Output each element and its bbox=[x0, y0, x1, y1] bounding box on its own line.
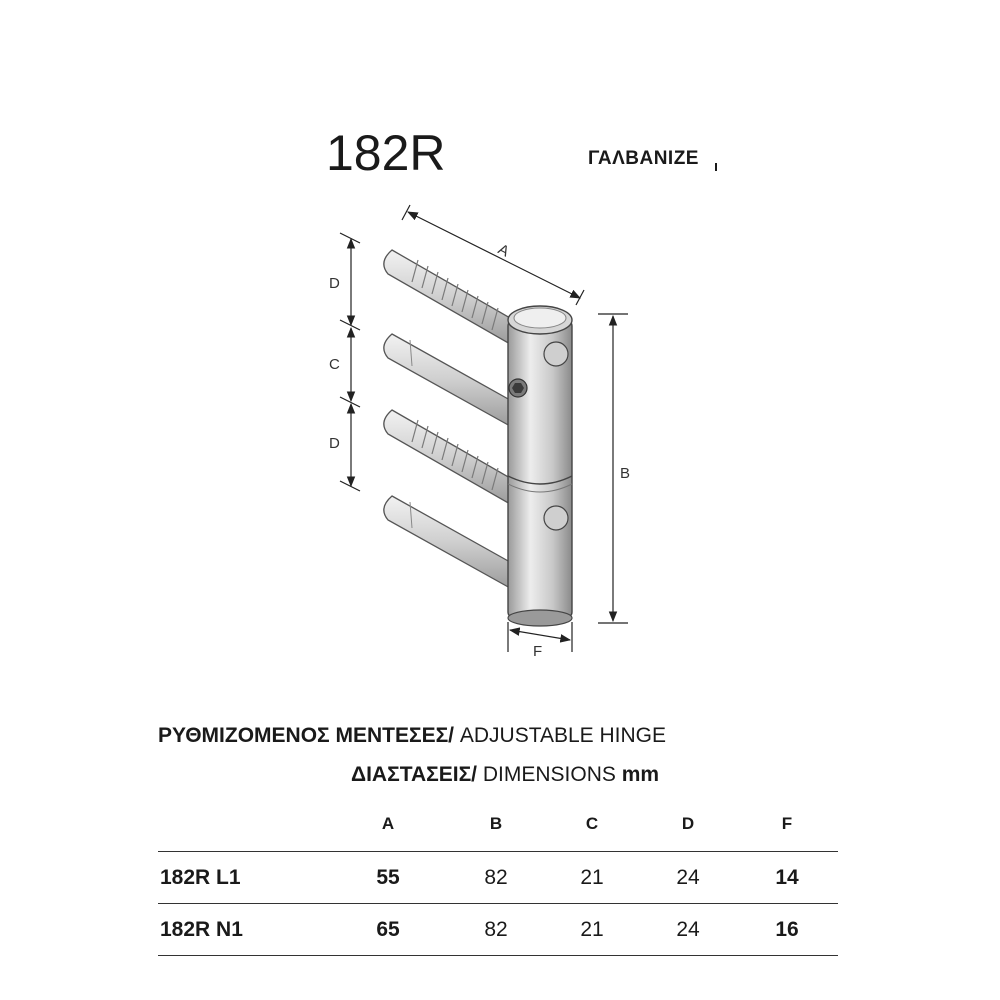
row-model: 182R N1 bbox=[158, 904, 328, 956]
cell-d: 24 bbox=[640, 904, 736, 956]
table-header-row bbox=[158, 796, 838, 852]
cell-b: 82 bbox=[448, 904, 544, 956]
column-header: B bbox=[448, 796, 544, 852]
column-header: A bbox=[328, 796, 448, 852]
dimension-f bbox=[508, 622, 572, 660]
dimension-d-bottom-label: D bbox=[329, 435, 340, 452]
row-model: 182R L1 bbox=[158, 852, 328, 904]
column-header: C bbox=[544, 796, 640, 852]
product-title-english: ADJUSTABLE HINGE bbox=[454, 724, 667, 747]
cell-f: 14 bbox=[736, 852, 838, 904]
column-header bbox=[158, 796, 328, 852]
cell-b: 82 bbox=[448, 852, 544, 904]
dimension-c bbox=[329, 328, 360, 407]
dimension-b bbox=[598, 314, 630, 623]
table-row bbox=[158, 852, 838, 904]
cell-a: 65 bbox=[328, 904, 448, 956]
table-row bbox=[158, 904, 838, 956]
cell-f: 16 bbox=[736, 904, 838, 956]
pin-smooth-upper bbox=[384, 334, 510, 426]
dimension-d-top-label: D bbox=[329, 275, 340, 292]
hinge-barrel bbox=[508, 306, 572, 626]
pin-smooth-lower bbox=[384, 496, 510, 588]
cell-d: 24 bbox=[640, 852, 736, 904]
dimensions-title bbox=[351, 764, 659, 785]
product-title bbox=[158, 725, 666, 746]
cell-c: 21 bbox=[544, 904, 640, 956]
column-header: D bbox=[640, 796, 736, 852]
dimension-b-label: B bbox=[620, 465, 631, 482]
dimension-f-label: F bbox=[533, 643, 543, 660]
dimensions-title-english: DIMENSIONS bbox=[477, 763, 622, 786]
pin-threaded-top bbox=[384, 250, 510, 344]
pin-threaded-bottom bbox=[384, 410, 510, 504]
dimension-c-label: C bbox=[329, 356, 340, 373]
finish-label: ΓΑΛΒΑΝΙΖΕ bbox=[588, 148, 699, 169]
dimensions-table bbox=[158, 796, 838, 956]
cell-a: 55 bbox=[328, 852, 448, 904]
cell-c: 21 bbox=[544, 852, 640, 904]
column-header: F bbox=[736, 796, 838, 852]
dimensions-title-greek: ΔΙΑΣΤΑΣΕΙΣ/ bbox=[351, 763, 478, 786]
dimension-a-label: A bbox=[495, 240, 512, 261]
model-code: 182R bbox=[326, 125, 446, 181]
dimensions-unit: mm bbox=[621, 763, 660, 786]
product-title-greek: ΡΥΘΜΙΖΟΜΕΝΟΣ ΜΕΝΤΕΣΕΣ/ bbox=[158, 724, 455, 747]
dimension-d-bottom bbox=[329, 404, 360, 491]
dimension-d-top bbox=[329, 233, 360, 330]
